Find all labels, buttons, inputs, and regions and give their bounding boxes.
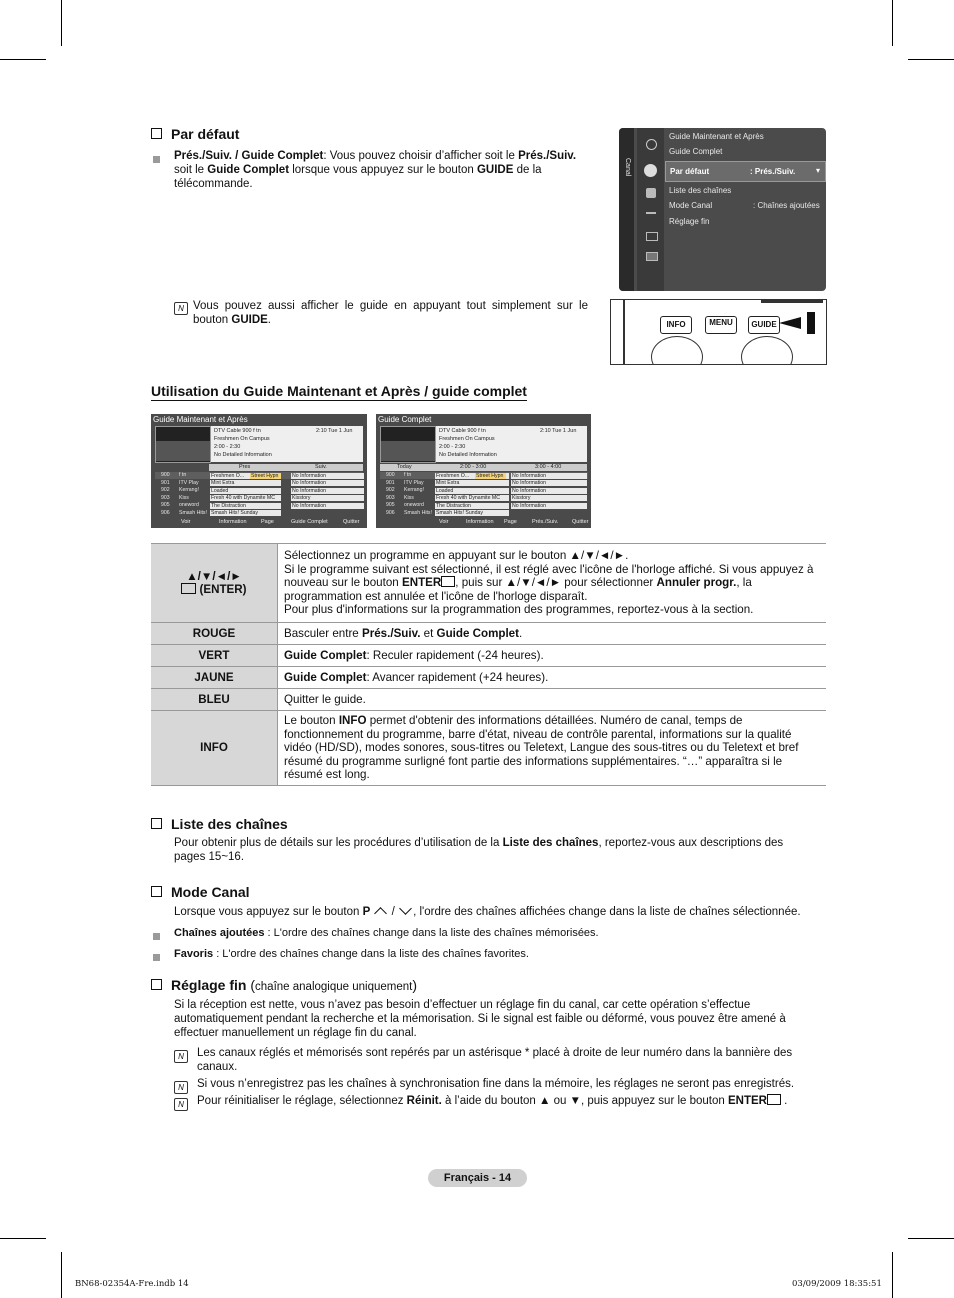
channel-number: 903: [161, 494, 170, 501]
channel-number: 902: [386, 487, 395, 493]
crop-mark: [0, 59, 46, 60]
checkbox-icon: [151, 818, 162, 829]
print-date: 03/09/2009 18:35:51: [792, 1279, 882, 1289]
footer-voir[interactable]: Voir: [181, 519, 191, 525]
section-title-mode-canal: Mode Canal: [151, 884, 250, 900]
vert-description: Guide Complet: Reculer rapidement (-24 heures).: [278, 645, 827, 667]
footer-page[interactable]: Page: [504, 519, 517, 525]
channel-name: Smash Hits!: [179, 509, 207, 516]
menu-button[interactable]: MENU: [705, 316, 737, 334]
chevron-up-icon: [375, 907, 388, 920]
channel-name: ITV Play: [179, 479, 199, 486]
footer-pres-suiv[interactable]: Prés./Suiv.: [532, 519, 559, 525]
guide-channel-row[interactable]: [380, 502, 588, 509]
programme-cell-later: No Information: [291, 503, 364, 509]
controls-table: [151, 543, 826, 786]
bullet-square-icon: [153, 950, 160, 964]
guide-now-footer: [151, 516, 367, 528]
antenna-icon: [646, 212, 656, 220]
guide-channel-row[interactable]: [155, 472, 363, 479]
osd-icon-column: [637, 128, 664, 291]
reglage-paragraph: Si la réception est nette, vous n’avez pas besoin d’effectuer un réglage fin du canal, car cette opération s’effectue automatiquement pendant la recherche et la mémorisation. Si le signal est faible ou déformé, vous pouvez être amené à effectuer manuellement un réglage fin du canal.: [174, 999, 786, 1039]
key-vert: VERT: [151, 645, 278, 667]
osd-mode-value: : Chaînes ajoutées: [753, 201, 820, 210]
reglage-note-2: Si vous n’enregistrez pas les chaînes à synchronisation fine dans la mémoire, les réglages ne seront pas enregistrés.: [197, 1078, 795, 1090]
section-title-liste: Liste des chaînes: [151, 816, 288, 832]
channel-name: Kiss: [179, 494, 189, 501]
info-button[interactable]: INFO: [660, 316, 692, 334]
arrows-description: Sélectionnez un programme en appuyant sur le bouton ▲/▼/◄/►. Si le programme suivant est sélectionné, il est réglé avec l'icône de l'horloge affiché. Si vous appuyez à nouveau sur le bouton ENTER , puis sur ▲/▼/◄/► pour sélectionner Annuler progr., la programmation est annulée et l'icône de l'horloge disparaît. Pour plus d'informations sur la programmation des programmes, reportez-vous à la section.: [278, 544, 827, 623]
programme-cell-later: No Information: [291, 480, 364, 486]
programme-cell-later: No Information: [511, 488, 587, 494]
key-jaune: JAUNE: [151, 667, 278, 689]
channel-name: f tn: [404, 472, 412, 478]
guide-channel-row[interactable]: [155, 480, 363, 487]
mode-canal-text: Lorsque vous appuyez sur le bouton P / , l'ordre des chaînes affichées change dans la liste de chaînes sélectionnée.: [174, 904, 824, 919]
guide-channel-row[interactable]: [380, 487, 588, 494]
guide-channel-row[interactable]: [155, 495, 363, 502]
channel-number: 902: [161, 487, 170, 493]
guide-full-info: DTV Cable 900 f tn 2:10 Tue 1 Jun Freshmen On Campus 2:00 - 2:30 No Detailed Information: [436, 426, 587, 462]
guide-channel-row[interactable]: [380, 510, 588, 517]
enter-icon: [181, 583, 196, 594]
programme-cell: Smash Hits! Sunday: [210, 510, 281, 516]
enter-icon: [767, 1094, 781, 1105]
osd-item-guide-now[interactable]: Guide Maintenant et Après: [669, 132, 764, 141]
remote-edge: [623, 300, 625, 364]
programme-cell: Freshmen O...: [435, 473, 509, 479]
gear-icon: [646, 188, 656, 198]
key-info: INFO: [151, 711, 278, 786]
osd-menu: [619, 128, 826, 291]
programme-cell: Smash Hits! Sunday: [435, 510, 509, 516]
print-file-info: BN68-02354A-Fre.indb 14: [75, 1279, 189, 1289]
pointer-arrow-icon: [779, 317, 801, 329]
channel-number: 900: [386, 472, 395, 478]
programme-cell-later: No Information: [291, 488, 364, 494]
checkbox-icon: [151, 128, 162, 139]
note-icon: N: [174, 1048, 188, 1063]
input-icon: [646, 232, 658, 241]
guide-full-footer: [376, 516, 591, 528]
channel-number: 906: [161, 509, 170, 516]
osd-side-label: Canal: [624, 158, 631, 177]
chevron-down-icon: ▾: [816, 166, 821, 175]
pointer-bar: [807, 312, 815, 334]
channel-name: Kiss: [404, 494, 414, 501]
par-defaut-bullet: Prés./Suiv. / Guide Complet: Vous pouvez choisir d’afficher soit le Prés./Suiv. soit le Guide Complet lorsque vous appuyez sur le bouton GUIDE de la télécommande.: [174, 150, 577, 190]
programme-cell: Fresh 40 with Dynamite MC: [210, 495, 281, 501]
key-rouge: ROUGE: [151, 623, 278, 645]
channel-name: oneword: [179, 502, 199, 508]
programme-cell-later: No Information: [511, 503, 587, 509]
osd-item-selected[interactable]: [665, 161, 826, 182]
programme-cell-later: Kisstory: [291, 495, 364, 501]
nav-ring: [651, 336, 703, 365]
crop-mark: [908, 1238, 954, 1239]
note-icon: N: [174, 1096, 188, 1111]
tv-preview-image: [380, 426, 436, 463]
checkbox-icon: [151, 886, 162, 897]
crop-mark: [61, 1252, 62, 1298]
channel-number: 906: [386, 509, 395, 516]
programme-cell: Loaded: [210, 488, 281, 494]
channel-number: 900: [161, 472, 170, 478]
crop-mark: [908, 59, 954, 60]
programme-cell: Loaded: [435, 488, 509, 494]
guide-now-title: Guide Maintenant et Après: [153, 415, 248, 424]
guide-channel-row[interactable]: [380, 495, 588, 502]
checkbox-icon: [151, 979, 162, 990]
channel-name: Kerrang!: [179, 487, 199, 493]
chevron-down-icon: [399, 902, 412, 915]
table-row: [151, 667, 826, 689]
bullet-square-icon: [153, 929, 160, 943]
reglage-note-1: Les canaux réglés et mémorisés sont repérés par un astérisque * placé à droite de leur numéro dans la bannière des canaux.: [197, 1047, 793, 1073]
application-icon: [646, 252, 658, 261]
programme-cell: Freshmen O...: [210, 473, 281, 479]
guide-channel-row[interactable]: [155, 487, 363, 494]
channel-number: 903: [386, 494, 395, 501]
channel-number: 901: [386, 479, 395, 486]
mode-canal-bullet-2: Favoris : L'ordre des chaînes change dans la liste des chaînes favorites.: [174, 948, 529, 960]
reglage-note-3: Pour réinitialiser le réglage, sélectionnez Réinit. à l’aide du bouton ▲ ou ▼, puis appuyez sur le bouton ENTER .: [197, 1095, 788, 1107]
sound-icon: [644, 164, 657, 177]
programme-cell: Mint Extra: [210, 480, 281, 486]
osd-item-mode-canal[interactable]: Mode Canal: [669, 201, 713, 210]
programme-cell: The Distraction: [435, 503, 509, 509]
table-row: [151, 645, 826, 667]
page-number-badge: Français - 14: [428, 1169, 527, 1187]
osd-item-reglage[interactable]: Réglage fin: [669, 217, 710, 226]
section-title-par-defaut: Par défaut: [151, 126, 239, 142]
osd-selected-value: : Prés./Suiv.: [750, 167, 796, 176]
channel-number: 905: [386, 502, 395, 508]
programme-cell-later: Kisstory: [511, 495, 587, 501]
tv-preview-image: [155, 426, 211, 463]
programme-cell-later: No Information: [511, 473, 587, 479]
osd-item-liste[interactable]: Liste des chaînes: [669, 186, 732, 195]
guide-channel-row[interactable]: [380, 480, 588, 487]
guide-full-header: Today 2:00 - 3:00 3:00 - 4:00: [380, 464, 587, 471]
enter-icon: [441, 576, 455, 587]
par-defaut-note: Vous pouvez aussi afficher le guide en appuyant tout simplement sur le bouton GUIDE.: [193, 300, 588, 326]
footer-guide-complet[interactable]: Guide Complet: [291, 519, 328, 525]
guide-full-title: Guide Complet: [378, 415, 432, 424]
table-row: [151, 711, 826, 786]
guide-now-info: DTV Cable 900 f tn 2:10 Tue 1 Jun Freshmen On Campus 2:00 - 2:30 No Detailed Information: [211, 426, 363, 462]
crop-mark: [892, 1252, 893, 1298]
rouge-description: Basculer entre Prés./Suiv. et Guide Complet.: [278, 623, 827, 645]
remote-illustration: [610, 299, 827, 365]
jaune-description: Guide Complet: Avancer rapidement (+24 heures).: [278, 667, 827, 689]
bleu-description: Quitter le guide.: [278, 689, 827, 711]
footer-quitter[interactable]: Quitter: [572, 519, 589, 525]
crop-mark: [892, 0, 893, 46]
channel-name: Kerrang!: [404, 487, 424, 493]
picture-icon: [646, 139, 657, 150]
channel-name: Smash Hits!: [404, 509, 432, 516]
key-arrows-enter: ▲/▼/◄/► (ENTER): [151, 544, 278, 623]
footer-information[interactable]: Information: [466, 519, 494, 525]
programme-cell-later: No Information: [511, 480, 587, 486]
guide-channel-row[interactable]: [155, 502, 363, 509]
osd-item-par-defaut: Par défaut: [670, 167, 710, 176]
guide-channel-row[interactable]: [380, 472, 588, 479]
programme-cell: The Distraction: [210, 503, 281, 509]
info-description: Le bouton INFO permet d'obtenir des informations détaillées. Numéro de canal, temps de fonctionnement du programme, barre d'état, niveau de contrôle parental, informations sur la qualité vidéo (HD/SD), modes sonores, sous-titres ou Teletext, Langue des sous-titres ou du Teletext et bref résumé du programme surligné font partie des informations supplémentaires. “…” apparaîtra si le résumé est long.: [278, 711, 827, 786]
footer-page[interactable]: Page: [261, 519, 274, 525]
programme-cell-next: Street Hypn: [475, 473, 506, 479]
key-bleu: BLEU: [151, 689, 278, 711]
remote-edge: [761, 300, 823, 303]
note-icon: N: [174, 1079, 188, 1094]
footer-quitter[interactable]: Quitter: [343, 519, 360, 525]
crop-mark: [0, 1238, 46, 1239]
guide-full-screenshot: [376, 414, 591, 528]
guide-button[interactable]: GUIDE: [748, 316, 780, 334]
table-row: [151, 689, 826, 711]
programme-cell: Fresh 40 with Dynamite MC: [435, 495, 509, 501]
liste-text: Pour obtenir plus de détails sur les procédures d’utilisation de la Liste des chaînes, reportez-vous aux descriptions des pages 15~16.: [174, 837, 784, 863]
programme-cell-later: No Information: [291, 473, 364, 479]
footer-voir[interactable]: Voir: [439, 519, 449, 525]
guide-now-header: Pres Suiv.: [209, 464, 363, 471]
table-row: [151, 544, 826, 623]
guide-channel-row[interactable]: [155, 510, 363, 517]
osd-side-bar: [619, 128, 634, 291]
channel-name: oneword: [404, 502, 424, 508]
osd-item-guide-full[interactable]: Guide Complet: [669, 147, 723, 156]
programme-cell-next: Street Hypn: [250, 473, 281, 479]
section-title-reglage: Réglage fin (chaîne analogique uniquement): [151, 977, 417, 993]
nav-ring: [741, 336, 793, 365]
note-icon: N: [174, 300, 188, 315]
programme-cell: Mint Extra: [435, 480, 509, 486]
bullet-square-icon: [153, 152, 160, 166]
guide-now-screenshot: [151, 414, 367, 528]
channel-number: 901: [161, 479, 170, 486]
table-row: [151, 623, 826, 645]
channel-name: f tn: [179, 472, 187, 478]
channel-name: ITV Play: [404, 479, 424, 486]
section-title-utilisation: Utilisation du Guide Maintenant et Après / guide complet: [151, 383, 527, 399]
footer-information[interactable]: Information: [219, 519, 247, 525]
channel-number: 905: [161, 502, 170, 508]
mode-canal-bullet-1: Chaînes ajoutées : L'ordre des chaînes change dans la liste des chaînes mémorisées.: [174, 927, 599, 939]
crop-mark: [61, 0, 62, 46]
